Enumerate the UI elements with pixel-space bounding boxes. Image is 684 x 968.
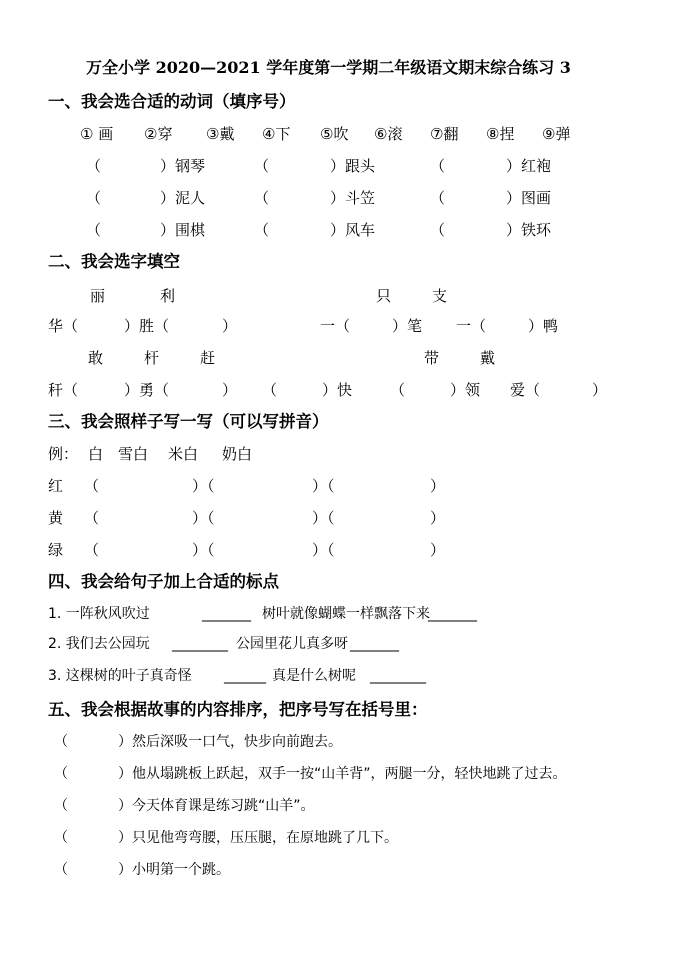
verb-option: ⑨弹 (542, 125, 571, 143)
example-label: 例： (48, 445, 79, 463)
candidate-char: 利 (160, 287, 176, 305)
fill-prefix: ）胜（ (124, 317, 170, 335)
example-word: 奶白 (222, 445, 253, 463)
blank-open[interactable]: （ (86, 221, 102, 239)
blank-close: ） (222, 381, 238, 399)
story-sentence: ）小明第一个跳。 (118, 862, 230, 878)
sentence-text: 公园里花儿真多呀 (236, 636, 348, 652)
sentence-text: 2. 我们去公园玩 (48, 636, 150, 652)
verb-object: ）泥人 (160, 189, 206, 207)
fill-prefix: 一（ (456, 317, 487, 335)
blank-pair[interactable]: ）（ (312, 541, 335, 559)
candidate-char: 赶 (200, 349, 216, 367)
fill-prefix: 华（ (48, 317, 79, 335)
order-blank[interactable]: （ (54, 862, 68, 878)
order-blank[interactable]: （ (54, 830, 68, 846)
candidate-char: 只 (376, 287, 392, 305)
section-1-heading: 一、我会选合适的动词（填序号） (48, 92, 296, 111)
story-sentence: ）只见他弯弯腰，压压腿，在原地跳了几下。 (118, 830, 398, 846)
blank-pair[interactable]: ）（ (192, 541, 215, 559)
blank-pair[interactable]: ）（ (192, 477, 215, 495)
blank-open[interactable]: （ (430, 189, 446, 207)
blank-open[interactable]: （ (430, 221, 446, 239)
verb-object: ）钢琴 (160, 157, 206, 175)
punctuation-blank[interactable]: ______ (224, 668, 266, 684)
order-blank[interactable]: （ (54, 734, 68, 750)
blank-open[interactable]: （ (430, 157, 446, 175)
sentence-text: 1. 一阵秋风吹过 (48, 606, 150, 622)
blank-open[interactable]: （ (84, 509, 100, 527)
section-4-heading: 四、我会给句子加上合适的标点 (48, 572, 279, 591)
blank-close: ） (430, 541, 446, 559)
blank-close: ） (222, 317, 238, 335)
verb-option: ③戴 (206, 125, 235, 143)
example-word: 雪白 (118, 445, 149, 463)
section-2-heading: 二、我会选字填空 (48, 252, 180, 271)
candidate-char: 敢 (88, 349, 104, 367)
blank-open: （ (262, 381, 278, 399)
blank-open: （ (390, 381, 406, 399)
punctuation-blank[interactable]: _______ (350, 636, 399, 652)
blank-close: ） (430, 509, 446, 527)
blank-open[interactable]: （ (84, 477, 100, 495)
verb-object: ）斗笠 (330, 189, 376, 207)
verb-object: ）红袍 (506, 157, 552, 175)
verb-option: ⑥滚 (374, 125, 403, 143)
story-sentence: ）然后深吸一口气，快步向前跑去。 (118, 734, 342, 750)
order-blank[interactable]: （ (54, 798, 68, 814)
example-word: 米白 (168, 445, 199, 463)
story-sentence: ）今天体育课是练习跳“山羊”。 (118, 798, 315, 814)
candidate-char: 丽 (90, 287, 106, 305)
verb-option: ④下 (262, 125, 291, 143)
verb-option: ⑤吹 (320, 125, 349, 143)
fill-prefix: ）勇（ (124, 381, 170, 399)
blank-open[interactable]: （ (254, 189, 270, 207)
blank-pair[interactable]: ）（ (312, 509, 335, 527)
fill-prefix: 爱（ (510, 381, 541, 399)
verb-object: ）图画 (506, 189, 552, 207)
punctuation-blank[interactable]: ________ (370, 668, 426, 684)
fill-suffix: ）领 (450, 381, 481, 399)
verb-option: ⑧捏 (486, 125, 515, 143)
candidate-char: 带 (424, 349, 440, 367)
sentence-text: 树叶就像蝴蝶一样飘落下来 (262, 606, 430, 622)
blank-open[interactable]: （ (254, 157, 270, 175)
fill-suffix: ）笔 (392, 317, 423, 335)
candidate-char: 戴 (480, 349, 496, 367)
punctuation-blank[interactable]: ________ (172, 636, 228, 652)
verb-object: ）风车 (330, 221, 376, 239)
sentence-text: 真是什么树呢 (272, 668, 356, 684)
color-word: 红 (48, 477, 64, 495)
candidate-char: 杆 (144, 349, 160, 367)
blank-close: ） (592, 381, 608, 399)
blank-close: ） (430, 477, 446, 495)
blank-pair[interactable]: ）（ (192, 509, 215, 527)
verb-object: ）跟头 (330, 157, 376, 175)
story-sentence: ）他从塌跳板上跃起，双手一按“山羊背”，两腿一分，轻快地跳了过去。 (118, 766, 567, 782)
page-title: 万全小学 2020—2021 学年度第一学期二年级语文期末综合练习 3 (86, 58, 571, 77)
order-blank[interactable]: （ (54, 766, 68, 782)
candidate-char: 支 (432, 287, 448, 305)
punctuation-blank[interactable]: _______ (428, 606, 477, 622)
verb-object: ）围棋 (160, 221, 206, 239)
punctuation-blank[interactable]: _______ (202, 606, 251, 622)
fill-prefix: 秆（ (48, 381, 79, 399)
color-word: 黄 (48, 509, 64, 527)
section-3-heading: 三、我会照样子写一写（可以写拼音） (48, 412, 329, 431)
verb-option: ① 画 (80, 125, 114, 143)
verb-option: ⑦翻 (430, 125, 459, 143)
blank-open[interactable]: （ (254, 221, 270, 239)
blank-open[interactable]: （ (86, 157, 102, 175)
blank-open[interactable]: （ (86, 189, 102, 207)
blank-open[interactable]: （ (84, 541, 100, 559)
example-word: 白 (88, 445, 104, 463)
blank-pair[interactable]: ）（ (312, 477, 335, 495)
fill-suffix: ）鸭 (528, 317, 559, 335)
section-5-heading: 五、我会根据故事的内容排序，把序号写在括号里： (48, 700, 428, 719)
color-word: 绿 (48, 541, 64, 559)
verb-object: ）铁环 (506, 221, 552, 239)
fill-suffix: ）快 (322, 381, 353, 399)
sentence-text: 3. 这棵树的叶子真奇怪 (48, 668, 192, 684)
fill-prefix: 一（ (320, 317, 351, 335)
verb-option: ②穿 (144, 125, 173, 143)
